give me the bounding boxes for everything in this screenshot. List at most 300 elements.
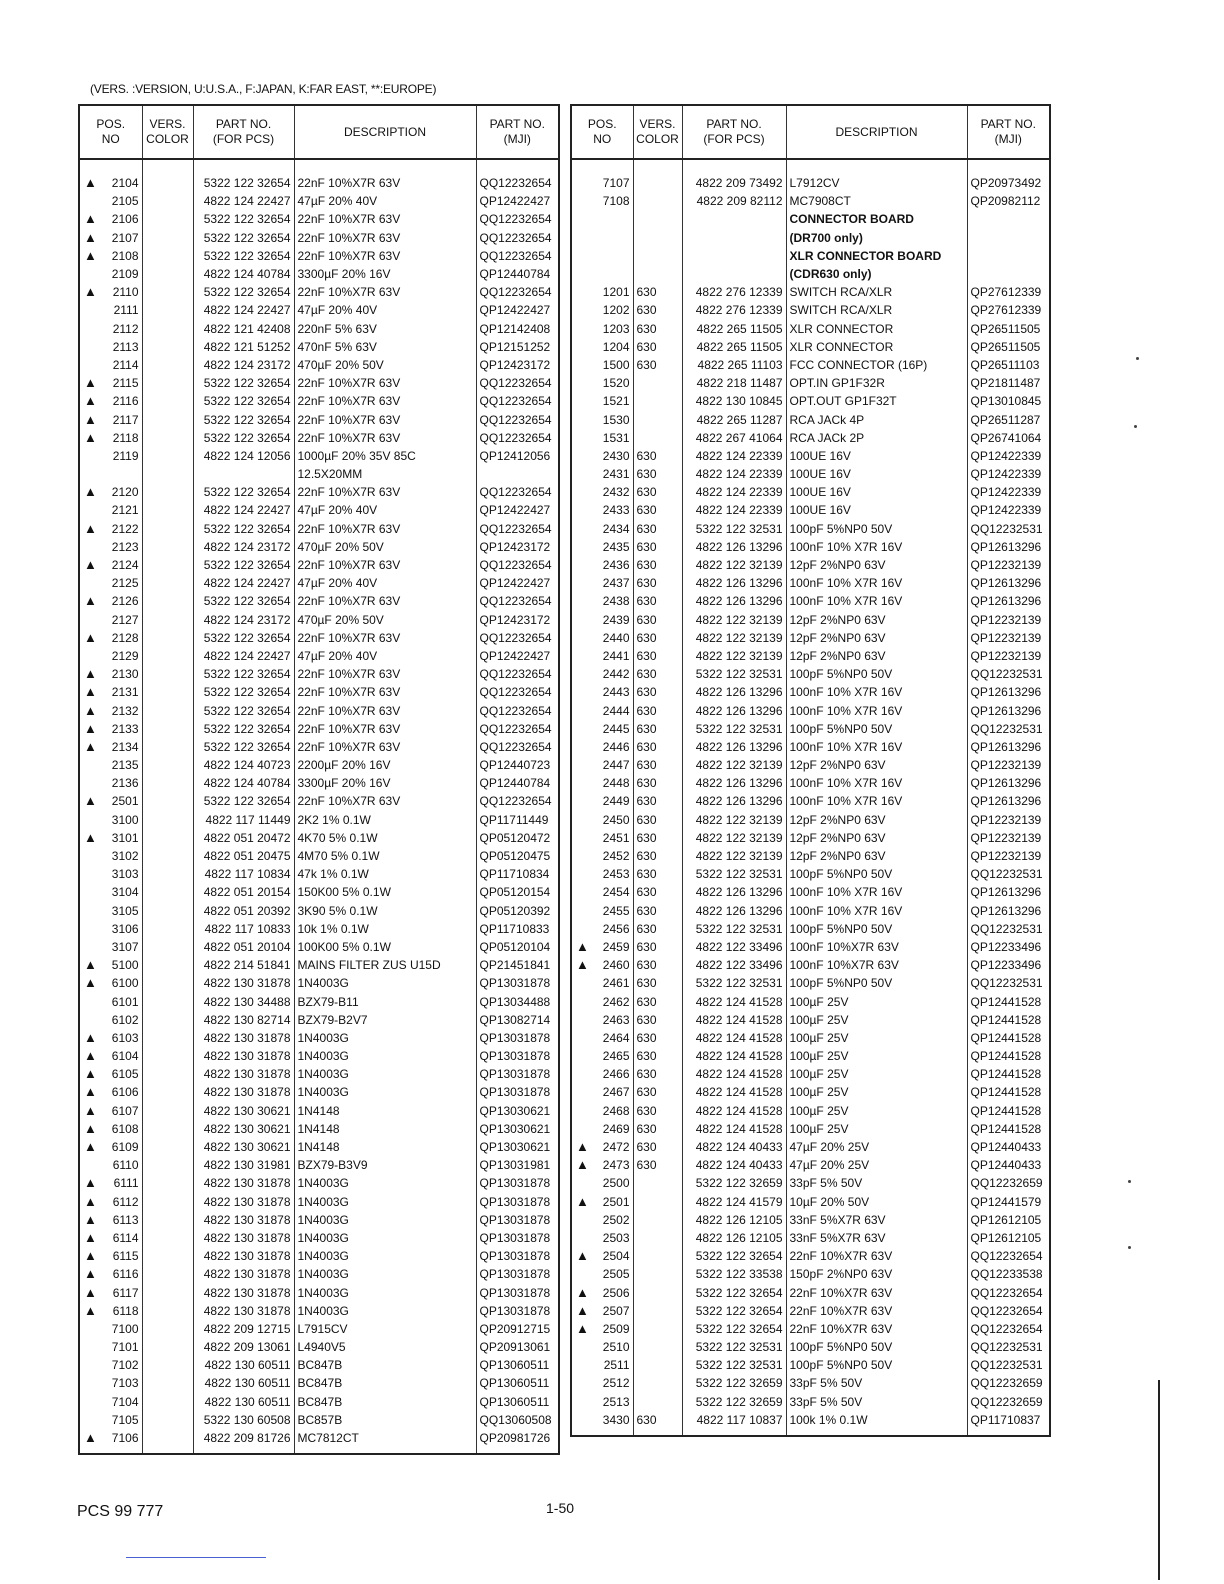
pos-no-cell: ▲ 6104 <box>79 1047 142 1065</box>
description-cell: 100µF 25V <box>786 992 967 1010</box>
description-cell: 100nF 10% X7R 16V <box>786 574 967 592</box>
safety-warning-icon: ▲ <box>84 557 97 573</box>
table-row <box>79 301 559 319</box>
part-no-pcs-cell: 4822 126 13296 <box>682 902 786 920</box>
vers-color-cell: 630 <box>633 938 682 956</box>
safety-warning-icon: ▲ <box>84 1229 97 1245</box>
vers-color-cell <box>142 429 193 447</box>
table-row <box>79 320 559 338</box>
safety-warning-icon: ▲ <box>576 1320 589 1336</box>
pos-no-cell: ▲ 6112 <box>79 1193 142 1211</box>
table-row <box>571 1302 1050 1320</box>
description-cell: 1N4003G <box>294 1047 476 1065</box>
description-cell: 100pF 5%NP0 50V <box>786 520 967 538</box>
vers-color-cell <box>142 1356 193 1374</box>
safety-warning-icon: ▲ <box>576 1284 589 1300</box>
pos-no-cell: 2469 <box>571 1120 633 1138</box>
table-row <box>571 501 1050 519</box>
description-cell: BC847B <box>294 1374 476 1392</box>
pos-no-cell: 2135 <box>79 756 142 774</box>
vers-color-cell <box>142 1283 193 1301</box>
part-no-mji-cell <box>967 229 1050 247</box>
vers-color-cell <box>142 956 193 974</box>
pos-no-cell: ▲ 6106 <box>79 1083 142 1101</box>
pos-no-cell: ▲ 2115 <box>79 374 142 392</box>
part-no-pcs-cell: 5322 122 32654 <box>193 665 294 683</box>
pos-no-cell: 2465 <box>571 1047 633 1065</box>
pos-no-cell: 2447 <box>571 756 633 774</box>
table-row <box>571 556 1050 574</box>
vers-color-cell <box>142 1265 193 1283</box>
part-no-pcs-cell: 4822 124 22339 <box>682 501 786 519</box>
vers-color-cell: 630 <box>633 683 682 701</box>
part-no-mji-cell: QQ12232531 <box>970 867 1043 882</box>
pos-no-cell: ▲ 2507 <box>571 1302 633 1320</box>
pos-no-cell: ▲ 2107 <box>79 229 142 247</box>
description-cell: 1N4148 <box>294 1120 476 1138</box>
pos-no-cell: ▲ 2116 <box>79 392 142 410</box>
part-no-mji-cell: QP13031878 <box>479 1285 551 1300</box>
vers-color-cell <box>142 992 193 1010</box>
margin-dot <box>1136 357 1139 360</box>
table-row <box>79 1338 559 1356</box>
description-cell: 100UE 16V <box>786 483 967 501</box>
part-no-pcs-cell: 4822 051 20392 <box>193 902 294 920</box>
description-cell: XLR CONNECTOR BOARD <box>786 247 967 265</box>
table-row <box>79 283 559 301</box>
description-cell: L7912CV <box>786 174 967 192</box>
part-no-mji-cell: QP11710833 <box>479 921 550 936</box>
part-no-pcs-cell: 4822 267 41064 <box>682 429 786 447</box>
pos-no-cell: ▲ 2124 <box>79 556 142 574</box>
table-row <box>79 538 559 556</box>
table-row <box>571 1102 1050 1120</box>
part-no-pcs-cell: 5322 122 32654 <box>193 392 294 410</box>
part-no-mji-cell: QP21451841 <box>479 958 551 973</box>
table-row <box>79 1138 559 1156</box>
pos-no-cell: 7105 <box>79 1411 142 1429</box>
part-no-mji-cell: QP13031878 <box>479 1067 551 1082</box>
part-no-pcs-cell: 4822 130 31878 <box>193 1065 294 1083</box>
vers-color-cell: 630 <box>633 574 682 592</box>
table-row <box>571 1011 1050 1029</box>
part-no-mji-cell: QQ12232531 <box>970 976 1043 991</box>
safety-warning-icon: ▲ <box>84 829 97 845</box>
part-no-mji-cell: QP12440433 <box>970 1158 1042 1173</box>
part-no-mji-cell: QP12232139 <box>970 812 1042 827</box>
table-row <box>79 447 559 465</box>
vers-color-cell: 630 <box>633 520 682 538</box>
margin-dot <box>1128 1246 1131 1249</box>
table-row <box>571 1229 1050 1247</box>
vers-color-cell <box>142 792 193 810</box>
pos-no-cell: ▲ 2117 <box>79 410 142 428</box>
description-cell: 22nF 10%X7R 63V <box>294 210 476 228</box>
part-no-mji-cell: QP12613296 <box>970 776 1042 791</box>
vers-color-cell <box>142 1211 193 1229</box>
part-no-pcs-cell <box>682 265 786 283</box>
part-no-mji-cell: QQ12232654 <box>479 739 552 754</box>
vers-color-cell: 630 <box>633 774 682 792</box>
part-no-pcs-cell: 5322 122 32531 <box>682 720 786 738</box>
safety-warning-icon: ▲ <box>84 1120 97 1136</box>
description-cell: 100pF 5%NP0 50V <box>786 720 967 738</box>
part-no-mji-cell: QP12422427 <box>479 194 551 209</box>
table-row <box>571 174 1050 192</box>
description-cell: 22nF 10%X7R 63V <box>294 392 476 410</box>
description-cell: 100nF 10%X7R 63V <box>786 938 967 956</box>
part-no-mji-cell: QP12412056 <box>479 448 551 463</box>
description-cell: 100pF 5%NP0 50V <box>786 865 967 883</box>
part-no-pcs-cell: 4822 130 31878 <box>193 1047 294 1065</box>
part-no-pcs-cell: 4822 130 31878 <box>193 1265 294 1283</box>
pos-no-cell: 1500 <box>571 356 633 374</box>
description-cell: 100UE 16V <box>786 501 967 519</box>
description-cell: 22nF 10%X7R 63V <box>294 629 476 647</box>
vers-color-cell <box>142 501 193 519</box>
part-no-mji-cell: QP13060511 <box>479 1376 550 1391</box>
table-row <box>571 1265 1050 1283</box>
pos-no-cell: 6102 <box>79 1011 142 1029</box>
description-cell: 100pF 5%NP0 50V <box>786 1338 967 1356</box>
pos-no-cell: 2513 <box>571 1393 633 1411</box>
pos-no-cell: ▲ 2130 <box>79 665 142 683</box>
parts-table-right <box>570 104 1051 1437</box>
pos-no-cell: 3105 <box>79 902 142 920</box>
part-no-pcs-cell: 4822 130 34488 <box>193 992 294 1010</box>
vers-color-cell <box>142 811 193 829</box>
part-no-pcs-cell: 5322 122 32654 <box>193 738 294 756</box>
vers-color-cell <box>142 283 193 301</box>
description-cell: 1N4003G <box>294 1302 476 1320</box>
pos-no-cell: ▲ 2460 <box>571 956 633 974</box>
part-no-pcs-cell: 4822 126 12105 <box>682 1211 786 1229</box>
description-cell: 47µF 20% 25V <box>786 1138 967 1156</box>
part-no-pcs-cell: 4822 051 20475 <box>193 847 294 865</box>
vers-color-cell <box>142 392 193 410</box>
pos-no-cell: 2112 <box>79 320 142 338</box>
pos-no-cell: 6110 <box>79 1156 142 1174</box>
part-no-mji-cell: QQ12232654 <box>479 685 552 700</box>
vers-color-cell: 630 <box>633 665 682 683</box>
vers-color-cell <box>142 1065 193 1083</box>
pos-no-cell <box>571 210 633 228</box>
pos-no-cell: 7102 <box>79 1356 142 1374</box>
part-no-pcs-cell: 4822 130 60511 <box>193 1374 294 1392</box>
part-no-mji-cell: QQ12232654 <box>479 667 552 682</box>
part-no-pcs-cell: 4822 265 11505 <box>682 320 786 338</box>
part-no-pcs-cell: 4822 209 81726 <box>193 1429 294 1447</box>
table-row <box>571 410 1050 428</box>
table-row <box>79 1102 559 1120</box>
pos-no-cell: 2446 <box>571 738 633 756</box>
vers-color-cell <box>633 1338 682 1356</box>
safety-warning-icon: ▲ <box>84 1139 97 1155</box>
description-cell: 33pF 5% 50V <box>786 1374 967 1392</box>
part-no-mji-cell: QP13031878 <box>479 1212 551 1227</box>
part-no-pcs-cell: 4822 276 12339 <box>682 283 786 301</box>
part-no-mji-cell: QP12232139 <box>970 830 1042 845</box>
part-no-pcs-cell: 5322 122 32654 <box>193 701 294 719</box>
description-cell: 100pF 5%NP0 50V <box>786 920 967 938</box>
part-no-pcs-cell: 5322 122 32654 <box>193 556 294 574</box>
pos-no-cell: 2431 <box>571 465 633 483</box>
description-cell: 150K00 5% 0.1W <box>294 883 476 901</box>
vers-color-cell <box>142 1047 193 1065</box>
vers-color-cell: 630 <box>633 1047 682 1065</box>
table-row <box>571 1174 1050 1192</box>
description-cell: (DR700 only) <box>786 229 967 247</box>
table-row <box>79 1083 559 1101</box>
safety-warning-icon: ▲ <box>84 1066 97 1082</box>
safety-warning-icon: ▲ <box>576 1139 589 1155</box>
description-cell: MC7812CT <box>294 1429 476 1447</box>
part-no-pcs-cell: 5322 122 32659 <box>682 1374 786 1392</box>
part-no-mji-cell: QP12232139 <box>970 648 1042 663</box>
table-row <box>79 1411 559 1429</box>
part-no-pcs-cell: 4822 124 23172 <box>193 356 294 374</box>
description-cell: 100nF 10% X7R 16V <box>786 774 967 792</box>
pos-no-cell: ▲ 6117 <box>79 1283 142 1301</box>
part-no-mji-cell: QP12232139 <box>970 758 1042 773</box>
table-row <box>79 1174 559 1192</box>
vers-color-cell <box>142 1156 193 1174</box>
part-no-pcs-cell: 4822 130 31878 <box>193 1174 294 1192</box>
vers-color-cell <box>142 1429 193 1447</box>
part-no-mji-cell: QP26511287 <box>970 412 1041 427</box>
vers-color-cell: 630 <box>633 956 682 974</box>
pos-no-cell: 2468 <box>571 1102 633 1120</box>
part-no-mji-cell: QP26511505 <box>970 339 1041 354</box>
part-no-mji-cell: QQ12232531 <box>970 521 1043 536</box>
header-vers: VERS. COLOR <box>633 105 682 159</box>
pos-no-cell: 3106 <box>79 920 142 938</box>
vers-color-cell: 630 <box>633 701 682 719</box>
part-no-pcs-cell: 4822 124 41528 <box>682 1011 786 1029</box>
vers-color-cell <box>633 1374 682 1392</box>
part-no-mji-cell: QQ12232654 <box>479 794 552 809</box>
part-no-pcs-cell: 5322 122 32654 <box>193 247 294 265</box>
safety-warning-icon: ▲ <box>84 1266 97 1282</box>
part-no-pcs-cell: 4822 124 22339 <box>682 483 786 501</box>
description-cell: 100pF 5%NP0 50V <box>786 665 967 683</box>
safety-warning-icon: ▲ <box>84 429 97 445</box>
description-cell: 150pF 2%NP0 63V <box>786 1265 967 1283</box>
pos-no-cell: 2129 <box>79 647 142 665</box>
vers-color-cell: 630 <box>633 829 682 847</box>
part-no-pcs-cell: 4822 124 22339 <box>682 447 786 465</box>
part-no-pcs-cell: 4822 130 30621 <box>193 1138 294 1156</box>
vers-color-cell <box>142 938 193 956</box>
vers-color-cell <box>633 1174 682 1192</box>
part-no-pcs-cell: 4822 209 13061 <box>193 1338 294 1356</box>
part-no-pcs-cell: 4822 124 22339 <box>682 465 786 483</box>
vers-color-cell: 630 <box>633 1138 682 1156</box>
vers-color-cell <box>142 720 193 738</box>
table-row <box>79 883 559 901</box>
description-cell: 100pF 5%NP0 50V <box>786 1356 967 1374</box>
table-row <box>571 301 1050 319</box>
vers-color-cell <box>633 1356 682 1374</box>
safety-warning-icon: ▲ <box>84 175 97 191</box>
description-cell: 1N4003G <box>294 1174 476 1192</box>
part-no-pcs-cell: 4822 051 20154 <box>193 883 294 901</box>
pos-no-cell: ▲ 6105 <box>79 1065 142 1083</box>
description-cell: 470µF 20% 50V <box>294 538 476 556</box>
part-no-mji-cell: QP11710837 <box>970 1412 1041 1427</box>
description-cell: 22nF 10%X7R 63V <box>294 283 476 301</box>
description-cell: 4M70 5% 0.1W <box>294 847 476 865</box>
pos-no-cell: 1201 <box>571 283 633 301</box>
pos-no-cell: ▲ 2459 <box>571 938 633 956</box>
part-no-pcs-cell: 5322 122 32654 <box>193 683 294 701</box>
table-header-row <box>571 105 1050 159</box>
vers-color-cell <box>633 247 682 265</box>
description-cell: 3K90 5% 0.1W <box>294 902 476 920</box>
vers-color-cell <box>142 447 193 465</box>
vers-color-cell <box>142 520 193 538</box>
part-no-pcs-cell: 4822 124 40433 <box>682 1156 786 1174</box>
description-cell: 100µF 25V <box>786 1047 967 1065</box>
description-cell: 100k 1% 0.1W <box>786 1411 967 1429</box>
vers-color-cell <box>633 1283 682 1301</box>
table-row <box>79 1029 559 1047</box>
part-no-pcs-cell: 4822 124 22427 <box>193 574 294 592</box>
part-no-mji-cell: QP20912715 <box>479 1321 551 1336</box>
safety-warning-icon: ▲ <box>84 411 97 427</box>
table-row <box>79 811 559 829</box>
description-cell: 22nF 10%X7R 63V <box>294 720 476 738</box>
safety-warning-icon: ▲ <box>84 1430 97 1446</box>
part-no-pcs-cell: 4822 124 41528 <box>682 1065 786 1083</box>
pos-no-cell: 2442 <box>571 665 633 683</box>
part-no-mji-cell: QP05120475 <box>479 849 551 864</box>
safety-warning-icon: ▲ <box>84 393 97 409</box>
vers-color-cell: 630 <box>633 1011 682 1029</box>
description-cell: 1N4003G <box>294 1247 476 1265</box>
table-row <box>571 1047 1050 1065</box>
description-cell: 1N4003G <box>294 974 476 992</box>
table-row <box>79 1193 559 1211</box>
part-no-pcs-cell: 5322 122 32531 <box>682 520 786 538</box>
part-no-mji-cell: QQ12232654 <box>479 521 552 536</box>
pos-no-cell: 2511 <box>571 1356 633 1374</box>
safety-warning-icon: ▲ <box>84 1102 97 1118</box>
pos-no-cell: 1520 <box>571 374 633 392</box>
part-no-pcs-cell: 4822 051 20104 <box>193 938 294 956</box>
table-row <box>79 1156 559 1174</box>
pos-no-cell: ▲ 2506 <box>571 1283 633 1301</box>
vers-color-cell: 630 <box>633 792 682 810</box>
pos-no-cell: 2123 <box>79 538 142 556</box>
part-no-pcs-cell: 4822 130 60511 <box>193 1393 294 1411</box>
table-row <box>79 338 559 356</box>
table-row <box>79 210 559 228</box>
description-cell: SWITCH RCA/XLR <box>786 283 967 301</box>
part-no-mji-cell: QP12441528 <box>970 1121 1042 1136</box>
safety-warning-icon: ▲ <box>84 484 97 500</box>
safety-warning-icon: ▲ <box>576 1193 589 1209</box>
table-row <box>79 683 559 701</box>
table-row <box>571 1138 1050 1156</box>
table-row <box>571 974 1050 992</box>
pos-no-cell: 2452 <box>571 847 633 865</box>
vers-color-cell: 630 <box>633 1102 682 1120</box>
part-no-pcs-cell: 4822 124 22427 <box>193 301 294 319</box>
pos-no-cell: 2119 <box>79 447 142 465</box>
pos-no-cell: 2510 <box>571 1338 633 1356</box>
part-no-mji-cell: QP13031981 <box>479 1158 551 1173</box>
pos-no-cell: 7101 <box>79 1338 142 1356</box>
spacer-row <box>571 159 1050 174</box>
description-cell: OPT.IN GP1F32R <box>786 374 967 392</box>
vers-color-cell <box>142 338 193 356</box>
part-no-mji-cell: QP12422339 <box>970 467 1042 482</box>
table-row <box>571 1193 1050 1211</box>
description-cell: 47µF 20% 40V <box>294 647 476 665</box>
description-cell: 22nF 10%X7R 63V <box>786 1247 967 1265</box>
pos-no-cell: 2127 <box>79 611 142 629</box>
header-pos: POS. NO <box>79 105 142 159</box>
description-cell: OPT.OUT GP1F32T <box>786 392 967 410</box>
part-no-pcs-cell: 4822 130 31878 <box>193 1302 294 1320</box>
vers-color-cell <box>142 1374 193 1392</box>
part-no-pcs-cell: 4822 126 13296 <box>682 792 786 810</box>
table-row <box>571 865 1050 883</box>
table-row <box>571 811 1050 829</box>
pos-no-cell: 3430 <box>571 1411 633 1429</box>
pos-no-cell: 2448 <box>571 774 633 792</box>
part-no-pcs-cell: 4822 130 31878 <box>193 1211 294 1229</box>
pos-no-cell: 2450 <box>571 811 633 829</box>
pos-no-cell: 2456 <box>571 920 633 938</box>
part-no-pcs-cell: 4822 130 10845 <box>682 392 786 410</box>
description-cell: 100nF 10% X7R 16V <box>786 902 967 920</box>
table-row <box>79 1393 559 1411</box>
pos-no-cell: 7107 <box>571 174 633 192</box>
table-row <box>79 465 559 483</box>
part-no-pcs-cell: 4822 124 22427 <box>193 192 294 210</box>
vers-color-cell <box>142 611 193 629</box>
description-cell: CONNECTOR BOARD <box>786 210 967 228</box>
part-no-pcs-cell: 4822 126 13296 <box>682 738 786 756</box>
vers-color-cell <box>633 1320 682 1338</box>
vers-color-cell <box>633 1265 682 1283</box>
vers-color-cell <box>142 1138 193 1156</box>
part-no-mji-cell: QP13082714 <box>479 1012 551 1027</box>
part-no-mji-cell: QP11710834 <box>479 867 550 882</box>
description-cell: 100UE 16V <box>786 447 967 465</box>
part-no-mji-cell: QP26511103 <box>970 357 1040 372</box>
pos-no-cell: ▲ 2128 <box>79 629 142 647</box>
table-row <box>79 1283 559 1301</box>
vers-color-cell: 630 <box>633 1156 682 1174</box>
part-no-pcs-cell <box>682 229 786 247</box>
vers-color-cell <box>633 174 682 192</box>
part-no-mji-cell: QP27612339 <box>970 303 1042 318</box>
part-no-pcs-cell: 4822 122 32139 <box>682 829 786 847</box>
part-no-mji-cell: QP27612339 <box>970 285 1042 300</box>
vers-color-cell <box>633 1247 682 1265</box>
part-no-mji-cell: QP20973492 <box>970 176 1042 191</box>
pos-no-cell: 2439 <box>571 611 633 629</box>
table-row <box>79 574 559 592</box>
underline-mark <box>126 1557 266 1558</box>
part-no-pcs-cell: 4822 209 73492 <box>682 174 786 192</box>
description-cell: 12pF 2%NP0 63V <box>786 756 967 774</box>
description-cell: 22nF 10%X7R 63V <box>294 374 476 392</box>
part-no-mji-cell: QP12613296 <box>970 594 1042 609</box>
